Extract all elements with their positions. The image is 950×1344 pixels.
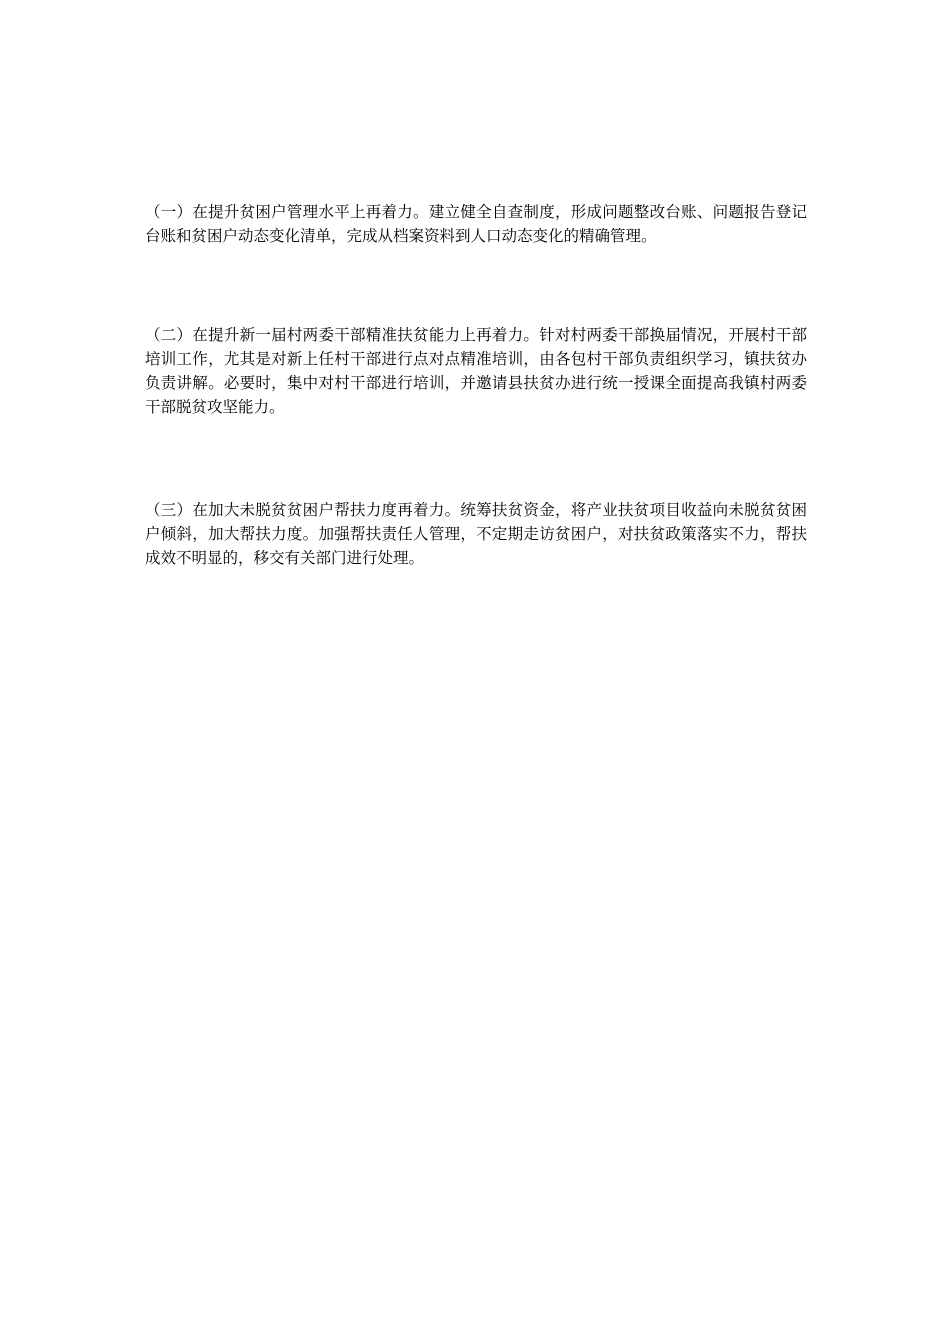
paragraph-3: （三）在加大未脱贫贫困户帮扶力度再着力。统筹扶贫资金，将产业扶贫项目收益向未脱贫贫困户倾斜，加大帮扶力度。加强帮扶责任人管理，不定期走访贫困户，对扶贫政策落实不力，帮扶成效不明显的，移交有关部门进行处理。	[145, 501, 807, 567]
paragraph-2: （二）在提升新一届村两委干部精准扶贫能力上再着力。针对村两委干部换届情况，开展村干部培训工作，尤其是对新上任村干部进行点对点精准培训，由各包村干部负责组织学习，镇扶贫办负责讲解。必要时，集中对村干部进行培训，并邀请县扶贫办进行统一授课全面提高我镇村两委干部脱贫攻坚能力。	[145, 326, 807, 416]
paragraph-1: （一）在提升贫困户管理水平上再着力。建立健全自查制度，形成问题整改台账、问题报告登记台账和贫困户动态变化清单，完成从档案资料到人口动态变化的精确管理。	[145, 203, 807, 245]
